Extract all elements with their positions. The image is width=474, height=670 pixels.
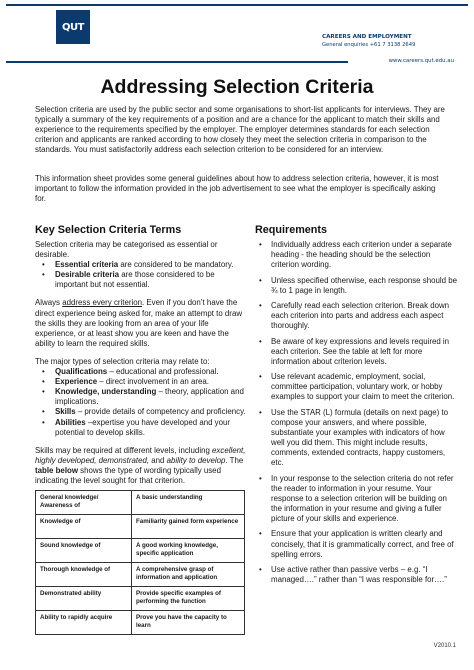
requirements-heading: Requirements	[255, 224, 327, 236]
header-rule	[6, 61, 348, 63]
left-column	[35, 224, 247, 635]
list-item: • Unless specified otherwise, each response should be ¾ to 1 page in length.	[259, 275, 457, 295]
header-phone: General enquiries +61 7 3138 2649	[322, 42, 416, 48]
list-item: • Be aware of key expressions and levels required in each criterion. See the table at left for more information about criterion levels.	[259, 336, 450, 366]
table-cell: Knowledge of	[36, 515, 132, 539]
table-row	[36, 539, 245, 563]
table-row	[36, 587, 245, 611]
table-cell: General knowledge/ Awareness of	[36, 491, 132, 515]
list-item: • Use active rather than passive verbs – e.g. “I managed….” rather than “I was responsible for….”	[259, 565, 447, 585]
list-item: • Use relevant academic, employment, social, committee participation, voluntary work, or hobby examples to support your claim to meet the criterion.	[259, 372, 455, 402]
version-label: V2010.1	[433, 643, 456, 649]
table-row	[36, 491, 245, 515]
table-cell: Sound knowledge of	[36, 539, 132, 563]
list-item: • In your response to the selection criteria do not refer the reader to information in your resume. Your response to a selection criterion will be building on the information in your resume and giving a fuller picture of your skills and experience.	[259, 473, 454, 524]
address-every-criterion-link[interactable]: address every criterion	[62, 298, 143, 308]
table-cell: Ability to rapidly acquire	[36, 611, 132, 635]
criteria-types-intro: The major types of selection criteria may relate to:	[35, 356, 210, 366]
header-top-rule	[6, 4, 468, 6]
page-title: Addressing Selection Criteria	[100, 76, 374, 98]
list-item: • Carefully read each selection criterion. Break down each criterion into parts and address each aspect thoroughly.	[259, 301, 450, 331]
table-row	[36, 515, 245, 539]
header-url[interactable]: www.careers.qut.edu.au	[388, 58, 454, 64]
list-item: • Knowledge, understanding – theory, application and implications.	[42, 387, 244, 407]
table-cell: Thorough knowledge of	[36, 563, 132, 587]
header-contact	[322, 33, 462, 49]
address-every-criterion-text: Always address every criterion. Even if you don’t have the direct experience being asked for, make an attempt to draw the skills they are looking from an area of your life experience, or at least show you are keen and have the ability to learn the required skills.	[35, 298, 243, 348]
table-row	[36, 563, 245, 587]
list-item: • Abilities –expertise you have developed and your potential to develop skills.	[42, 417, 231, 437]
header-title: CAREERS AND EMPLOYMENT	[322, 34, 412, 40]
list-item: • Essential criteria are considered to be mandatory.	[42, 260, 234, 270]
table-cell: Demonstrated ability	[36, 587, 132, 611]
intro-paragraph-2: This information sheet provides some general guidelines about how to address selection criteria, however, it is most important to follow the information provided in the job advertisement to see what the employer is specifically asking for.	[35, 174, 439, 204]
table-cell: Provide specific examples of performing the function	[132, 587, 245, 611]
header-band	[6, 58, 468, 66]
table-cell: A good working knowledge, specific application	[132, 539, 245, 563]
list-item: • Individually address each criterion under a separate heading - the heading should be the selection criterion wording.	[259, 240, 452, 270]
list-item: • Use the STAR (L) formula (details on next page) to compose your answers, and where possible, substantiate your examples with indicators of how well you did them. This might include results, comments, extended contracts, happy customers, etc.	[259, 407, 449, 468]
requirements-list	[255, 240, 460, 585]
list-item: • Skills – provide details of competency and proficiency.	[42, 407, 246, 417]
table-cell: Prove you have the capacity to learn	[132, 611, 245, 635]
table-cell: A basic understanding	[132, 491, 245, 515]
qut-logo: QUT	[56, 10, 90, 44]
right-column	[255, 224, 460, 590]
list-item: • Experience – direct involvement in an area.	[42, 377, 209, 387]
list-item: • Desirable criteria are those considered to be important but not essential.	[42, 270, 215, 290]
criteria-types-list	[35, 367, 247, 438]
categories-text: Selection criteria may be categorised as essential or desirable.	[35, 240, 218, 260]
key-terms-heading: Key Selection Criteria Terms	[35, 224, 182, 236]
skill-levels-text: Skills may be required at different levels, including excellent, highly developed, demonstrated, and ability to develop. The table below shows the type of wording typically used indicating the level sought for that criterion.	[35, 445, 246, 485]
criteria-levels-table	[35, 490, 245, 635]
table-row	[36, 611, 245, 635]
intro-paragraph-1: Selection criteria are used by the public sector and some organisations to short-list applicants for interviews. They are typically a summary of the key requirements of a position and are a chance for the applicant to match their skills and experience to the requirements specified by the employer. The employer determines standards for each selection criterion and applicants are ranked according to how closely they meet the selection criteria in comparison to the standards. You must satisfactorily address each selection criterion to be considered for an interview.	[35, 105, 445, 155]
list-item: • Qualifications – educational and professional.	[42, 367, 219, 377]
table-cell: A comprehensive grasp of information and application	[132, 563, 245, 587]
list-item: • Ensure that your application is written clearly and concisely, that it is grammatically correct, and free of spelling errors.	[259, 529, 454, 559]
table-cell: Familiarity gained form experience	[132, 515, 245, 539]
criteria-terms-list	[35, 260, 247, 290]
